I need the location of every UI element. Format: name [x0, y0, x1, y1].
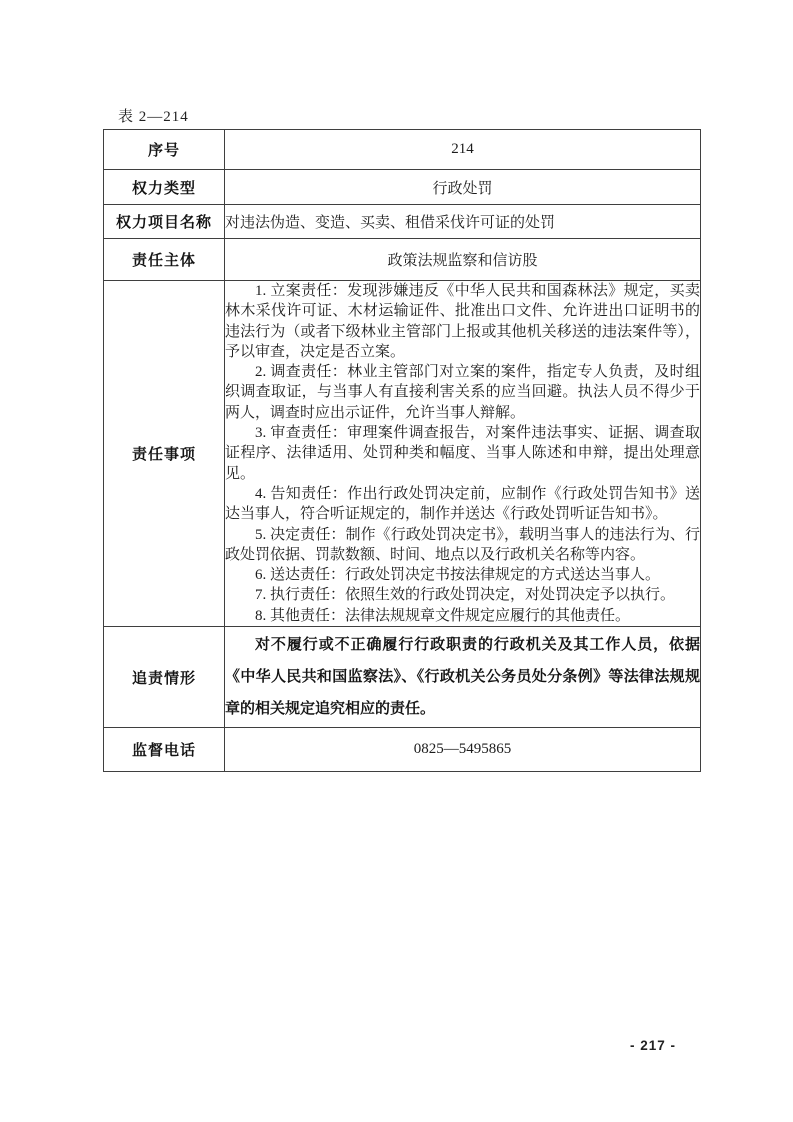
table-row — [104, 205, 701, 239]
table-row — [104, 627, 701, 728]
responsibility-item-5: 5. 决定责任：制作《行政处罚决定书》，载明当事人的违法行为、行政处罚依据、罚款数额、时间、地点以及行政机关名称等内容。 — [225, 526, 700, 563]
responsibility-item-1: 1. 立案责任：发现涉嫌违反《中华人民共和国森林法》规定，买卖林木采伐许可证、木材运输证件、批准出口文件、允许进出口证明书的违法行为（或者下级林业主管部门上报或其他机关移送的违法案件等），予以审查，决定是否立案。 — [225, 283, 700, 360]
supervision-phone-value: 0825—5495865 — [225, 728, 701, 772]
responsibility-item-8: 8. 其他责任：法律法规规章文件规定应履行的其他责任。 — [255, 607, 631, 624]
responsibility-item-7: 7. 执行责任：依照生效的行政处罚决定，对处罚决定予以执行。 — [255, 587, 676, 604]
responsibility-item-3: 3. 审查责任：审理案件调查报告，对案件违法事实、证据、调查取证程序、法律适用、处罚种类和幅度、当事人陈述和申辩，提出处理意见。 — [225, 425, 700, 482]
accountability-value-cell — [225, 627, 701, 728]
row-label-power-type: 权力类型 — [104, 170, 225, 205]
power-type-value: 行政处罚 — [225, 170, 701, 205]
row-label-responsible-entity: 责任主体 — [104, 239, 225, 281]
responsibility-item-4: 4. 告知责任：作出行政处罚决定前，应制作《行政处罚告知书》送达当事人，符合听证规定的，制作并送达《行政处罚听证告知书》。 — [225, 485, 700, 523]
table-row — [104, 728, 701, 772]
row-label-accountability: 追责情形 — [104, 627, 225, 728]
table-row — [104, 239, 701, 281]
responsibility-items-value — [225, 281, 701, 627]
table-caption: 表 2—214 — [118, 109, 189, 125]
row-label-power-item-name: 权力项目名称 — [104, 205, 225, 239]
row-label-responsibility-items: 责任事项 — [104, 281, 225, 627]
table-row — [104, 170, 701, 205]
responsibility-item-6: 6. 送达责任：行政处罚决定书按法律规定的方式送达当事人。 — [255, 567, 661, 584]
responsibility-table — [103, 129, 701, 772]
responsibility-item-2: 2. 调查责任：林业主管部门对立案的案件，指定专人负责，及时组织调查取证，与当事人有直接利害关系的应当回避。执法人员不得少于两人，调查时应出示证件，允许当事人辩解。 — [225, 364, 700, 421]
table-row — [104, 281, 701, 627]
power-item-name-value: 对违法伪造、变造、买卖、租借采伐许可证的处罚 — [225, 205, 701, 239]
row-label-supervision-phone: 监督电话 — [104, 728, 225, 772]
accountability-text: 对不履行或不正确履行行政职责的行政机关及其工作人员，依据《中华人民共和国监察法》、《行政机关公务员处分条例》等法律法规规章的相关规定追究相应的责任。 — [225, 636, 700, 718]
table-row — [104, 130, 701, 170]
page-number: - 217 - — [630, 1038, 677, 1053]
row-label-serial-number: 序号 — [104, 130, 225, 170]
responsible-entity-value: 政策法规监察和信访股 — [225, 239, 701, 281]
serial-number-value: 214 — [225, 130, 701, 170]
